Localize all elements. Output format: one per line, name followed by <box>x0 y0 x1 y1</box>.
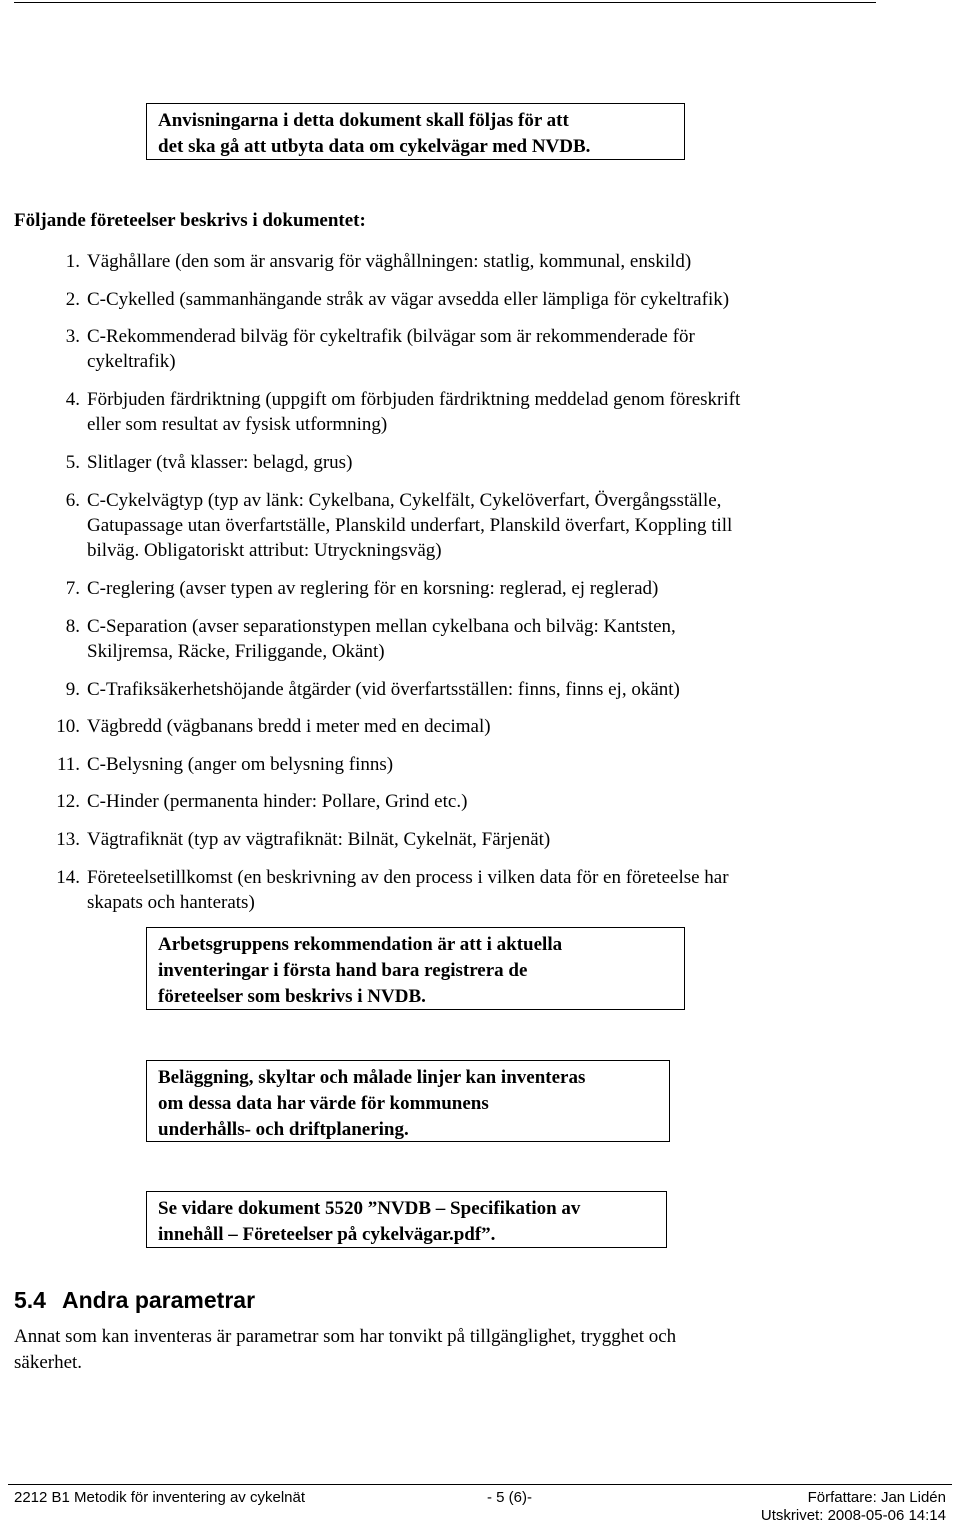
footer-printed-date: Utskrivet: 2008-05-06 14:14 <box>760 1507 946 1524</box>
list-item-number: 7. <box>65 578 80 599</box>
list-item-text: C-Separation (avser separationstypen mellan cykelbana och bilväg: Kantsten, <box>87 616 676 637</box>
box-line: Anvisningarna i detta dokument skall följas för att <box>158 110 569 131</box>
list-item-text: C-Trafiksäkerhetshöjande åtgärder (vid överfartsställen: finns, finns ej, okänt) <box>87 679 680 700</box>
notice-box-recommendation <box>146 927 685 1010</box>
list-item-number: 6. <box>65 490 80 511</box>
footer-author: Författare: Jan Lidén <box>807 1489 946 1506</box>
list-item-text: Vägbredd (vägbanans bredd i meter med en decimal) <box>87 716 491 737</box>
list-item-number: 3. <box>65 326 80 347</box>
list-item-text: eller som resultat av fysisk utformning) <box>87 414 388 435</box>
list-item-number: 2. <box>65 289 80 310</box>
list-item-text: Förbjuden färdriktning (uppgift om förbjuden färdriktning meddelad genom föreskrift <box>87 389 741 410</box>
list-item-number: 11. <box>56 754 80 775</box>
box-line: Arbetsgruppens rekommendation är att i aktuella <box>158 934 563 955</box>
footer-document-title: 2212 B1 Metodik för inventering av cykelnät <box>14 1489 305 1506</box>
list-item-text: Gatupassage utan överfartställe, Planskild underfart, Planskild överfart, Koppling till <box>87 515 733 536</box>
body-paragraph <box>14 1324 676 1376</box>
list-item-text: cykeltrafik) <box>87 351 176 372</box>
list-intro: Följande företeelser beskrivs i dokumentet: <box>14 210 366 231</box>
list-item-text: Väghållare (den som är ansvarig för väghållningen: statlig, kommunal, enskild) <box>87 251 692 272</box>
section-title: Andra parametrar <box>62 1287 256 1313</box>
footer-rule <box>8 1484 952 1485</box>
box-line: innehåll – Företeelser på cykelvägar.pdf”. <box>158 1224 496 1245</box>
list-item-number: 12. <box>56 791 80 812</box>
list-item-text: Slitlager (två klasser: belagd, grus) <box>87 452 353 473</box>
paragraph-line: säkerhet. <box>14 1352 83 1373</box>
footer-page-number: - 5 (6)- <box>487 1489 532 1506</box>
box-line: företeelser som beskrivs i NVDB. <box>158 986 426 1007</box>
box-line: om dessa data har värde för kommunens <box>158 1093 489 1114</box>
list-item-text: Skiljremsa, Räcke, Friliggande, Okänt) <box>87 641 385 662</box>
box-line: Beläggning, skyltar och målade linjer kan inventeras <box>158 1067 586 1088</box>
list-item-text: C-Cykelvägtyp (typ av länk: Cykelbana, Cykelfält, Cykelöverfart, Övergångsställe, <box>87 490 722 511</box>
box-line: inventeringar i första hand bara registrera de <box>158 960 528 981</box>
list-item-text: skapats och hanterats) <box>87 892 255 913</box>
box-line: det ska gå att utbyta data om cykelvägar med NVDB. <box>158 136 591 157</box>
list-item-number: 4. <box>65 389 80 410</box>
notice-box-reference <box>146 1191 667 1248</box>
list-item-number: 5. <box>65 452 80 473</box>
list-item-text: C-reglering (avser typen av reglering för en korsning: reglerad, ej reglerad) <box>87 578 659 599</box>
notice-box-instructions <box>146 103 685 160</box>
list-item-number: 1. <box>65 251 80 272</box>
list-item-number: 14. <box>56 867 80 888</box>
list-item-number: 9. <box>65 679 80 700</box>
list-item-text: Företeelsetillkomst (en beskrivning av den process i vilken data för en företeelse har <box>87 867 729 888</box>
list-item-text: C-Rekommenderad bilväg för cykeltrafik (bilvägar som är rekommenderade för <box>87 326 695 347</box>
section-number: 5.4 <box>14 1287 46 1313</box>
paragraph-line: Annat som kan inventeras är parametrar som har tonvikt på tillgänglighet, trygghet och <box>14 1326 677 1347</box>
top-rule <box>14 2 876 3</box>
list-item-number: 10. <box>56 716 80 737</box>
box-line: Se vidare dokument 5520 ”NVDB – Specifikation av <box>158 1198 581 1219</box>
list-item-text: C-Cykelled (sammanhängande stråk av vägar avsedda eller lämpliga för cykeltrafik) <box>87 289 730 310</box>
notice-box-maintenance <box>146 1060 670 1142</box>
box-line: underhålls- och driftplanering. <box>158 1119 409 1140</box>
section-heading <box>14 1285 255 1315</box>
list-item-number: 13. <box>56 829 80 850</box>
list-item-text: bilväg. Obligatoriskt attribut: Utryckningsväg) <box>87 540 442 561</box>
list-item-number: 8. <box>65 616 80 637</box>
list-item-text: Vägtrafiknät (typ av vägtrafiknät: Bilnät, Cykelnät, Färjenät) <box>87 829 551 850</box>
list-item-text: C-Belysning (anger om belysning finns) <box>87 754 394 775</box>
list-item-text: C-Hinder (permanenta hinder: Pollare, Grind etc.) <box>87 791 468 812</box>
